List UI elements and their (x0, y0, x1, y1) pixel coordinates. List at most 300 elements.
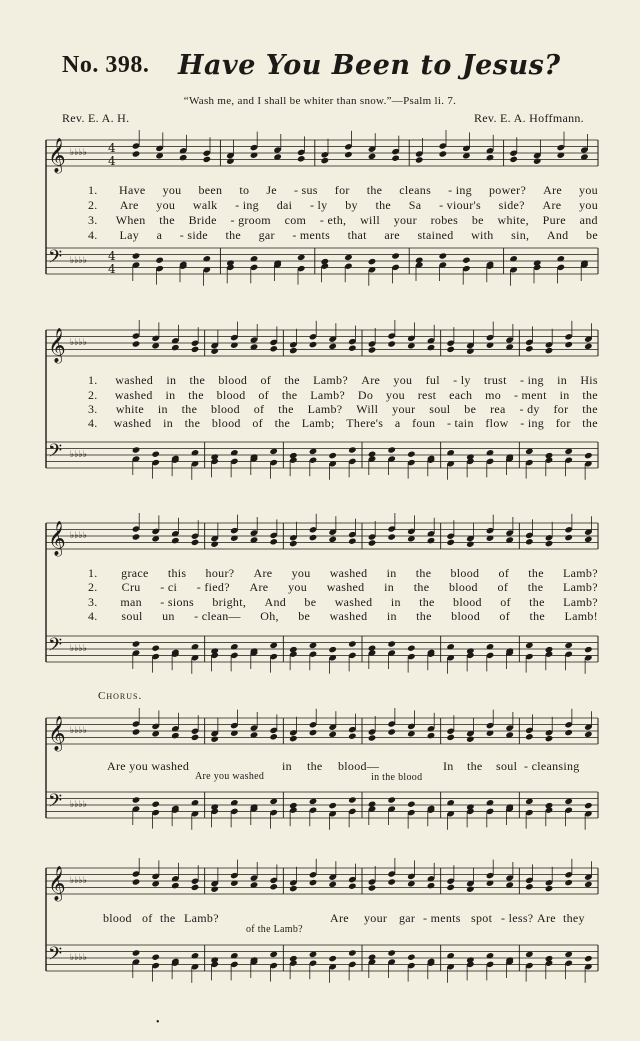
lyric-syllable: trust (483, 373, 507, 387)
lyric-syllable: the (284, 373, 300, 387)
note-head (210, 348, 219, 355)
note-head (151, 645, 160, 652)
note-head (407, 451, 416, 458)
lyric-syllable: for (553, 402, 569, 416)
verse-number: 3. (88, 402, 98, 416)
chorus-lyric: - cleansing (524, 759, 580, 773)
lyric-syllable: - ly (453, 373, 471, 387)
lyric-syllable: rea (490, 402, 506, 416)
lyric-syllable: to (239, 183, 250, 197)
lyric-syllable: blood (449, 580, 478, 594)
time-signature: 4 (108, 262, 116, 276)
lyric-syllable: Are (361, 373, 381, 387)
note-head (466, 886, 475, 893)
lyric-syllable: the (529, 595, 545, 609)
lyric-line-s3-v4 (88, 609, 598, 624)
note-head (348, 446, 357, 453)
note-head (584, 452, 593, 459)
note-head (533, 158, 542, 165)
note-head (269, 883, 278, 890)
note-head (132, 640, 141, 647)
lyric-syllable: blood (211, 416, 241, 430)
lyric-syllable: His (580, 373, 598, 387)
lyric-syllable: - fied? (196, 580, 230, 594)
note-head (171, 537, 180, 544)
lyric-syllable: of (498, 566, 510, 580)
note-head (584, 802, 593, 809)
note-head (466, 541, 475, 548)
note-head (446, 884, 455, 891)
note-head (545, 540, 554, 547)
note-head (348, 640, 357, 647)
lyric-syllable: be (304, 595, 317, 609)
lyric-syllable: And (264, 595, 287, 609)
lyric-syllable: white (115, 402, 145, 416)
note-head (427, 732, 436, 739)
lyric-syllable: - viour's (439, 198, 481, 212)
lyric-syllable: you (162, 183, 182, 197)
note-head (368, 884, 377, 891)
lyric-syllable: your (393, 213, 417, 227)
note-head (509, 156, 518, 163)
lyric-syllable: the (281, 388, 298, 402)
lyric-line-s1-v4 (88, 228, 598, 243)
lyric-syllable: Je (266, 183, 277, 197)
lyric-syllable: un (162, 609, 175, 623)
lyric-syllable: the (366, 183, 383, 197)
note-head (171, 344, 180, 351)
note-head (415, 156, 424, 163)
note-head (387, 640, 396, 647)
chorus-lyric: Lamb? (184, 911, 219, 925)
lyric-syllable: for (555, 416, 571, 430)
lyric-line-s3-v2 (88, 580, 598, 595)
chorus-lyric: In (443, 759, 454, 773)
chorus-lyric: - ments (423, 911, 461, 925)
lyric-syllable: blood (451, 609, 480, 623)
lyric-syllable: the (528, 566, 544, 580)
verse-number: 3. (88, 595, 98, 609)
lyric-syllable: each (449, 388, 473, 402)
lyric-syllable: grace (121, 566, 149, 580)
lyric-syllable: in (557, 373, 568, 387)
lyric-syllable: soul (121, 609, 143, 623)
note-head (132, 446, 141, 453)
lyric-syllable: - ments (292, 228, 331, 242)
note-head (289, 347, 298, 354)
note-head (151, 451, 160, 458)
lyric-line-s2-v2 (88, 388, 598, 403)
verse-number: 4. (88, 228, 98, 242)
note-head (309, 534, 318, 541)
treble-clef-icon: 𝄞 (48, 716, 66, 751)
bass-clef-icon: 𝄢 (48, 441, 63, 466)
lyric-syllable: Lamb? (313, 373, 348, 387)
lyric-line-s2-v1 (88, 373, 598, 388)
lyric-syllable: Lay (119, 228, 140, 242)
lyric-syllable: of (260, 373, 272, 387)
lyric-syllable: - ly (309, 198, 328, 212)
lyric-syllable: you (288, 580, 308, 594)
key-signature-flats: ♭♭♭♭ (70, 450, 87, 460)
lyric-syllable: the (184, 416, 201, 430)
lyric-syllable: Lamb? (563, 580, 598, 594)
lyric-syllable: washed (329, 566, 368, 580)
key-signature-flats: ♭♭♭♭ (70, 338, 87, 348)
note-head (191, 539, 200, 546)
note-head (584, 955, 593, 962)
key-signature-flats: ♭♭♭♭ (70, 953, 87, 963)
lyric-syllable: be (471, 213, 484, 227)
lyric-syllable: the (416, 609, 432, 623)
note-head (151, 954, 160, 961)
lyric-syllable: that (347, 228, 367, 242)
note-head (368, 734, 377, 741)
lyric-syllable: And (546, 228, 569, 242)
note-head (407, 645, 416, 652)
verse-number: 3. (88, 213, 98, 227)
lyric-syllable: you (579, 198, 598, 212)
chorus-lyric: your (364, 911, 388, 925)
note-head (132, 340, 141, 347)
lyric-syllable: in (157, 402, 168, 416)
note-head (191, 734, 200, 741)
note-head (564, 534, 573, 541)
chorus-lyric: they (563, 911, 585, 925)
note-head (545, 347, 554, 354)
lyric-syllable: be (464, 402, 477, 416)
lyric-syllable: and (579, 213, 598, 227)
chorus-lyric: of (142, 911, 153, 925)
treble-clef-icon: 𝄞 (48, 138, 66, 173)
lyric-syllable: the (529, 609, 546, 623)
lyric-syllable: rest (417, 388, 437, 402)
note-head (387, 340, 396, 347)
note-head (584, 731, 593, 738)
lyric-syllable: the (582, 402, 598, 416)
lyric-syllable: the (225, 228, 242, 242)
lyric-syllable: Pure (542, 213, 566, 227)
lyric-syllable: washed (329, 609, 368, 623)
lyric-syllable: - dy (519, 402, 540, 416)
lyric-syllable: flow (485, 416, 509, 430)
note-head (427, 537, 436, 544)
note-head (545, 735, 554, 742)
lyric-syllable: - sions (160, 595, 195, 609)
chorus-lyric: soul (496, 759, 518, 773)
note-head (328, 955, 337, 962)
chorus-bass-lyric: Are you washed (195, 771, 265, 782)
note-head (328, 881, 337, 888)
note-head (545, 885, 554, 892)
time-signature: 4 (108, 249, 116, 263)
lyric-syllable: washed (115, 373, 154, 387)
lyric-syllable: robes (430, 213, 459, 227)
page-mark: • (156, 1017, 160, 1028)
lyric-syllable: blood (450, 566, 480, 580)
lyric-syllable: Lamb? (310, 388, 346, 402)
lyric-syllable: hour? (205, 566, 235, 580)
chorus-lyric: the (467, 759, 483, 773)
note-head (446, 539, 455, 546)
lyric-syllable: - groom (230, 213, 271, 227)
lyric-syllable: - sus (293, 183, 318, 197)
lyric-line-s1-v2 (88, 198, 598, 213)
verse-number: 1. (88, 373, 98, 387)
note-head (151, 801, 160, 808)
note-head (132, 252, 141, 259)
lyric-syllable: washed (114, 388, 153, 402)
lyric-line-s1-v1 (88, 183, 598, 198)
lyric-syllable: Will (356, 402, 379, 416)
bass-clef-icon: 𝄢 (48, 791, 63, 816)
lyric-syllable: the (278, 402, 294, 416)
lyric-syllable: the (415, 566, 432, 580)
lyric-syllable: sin, (511, 228, 530, 242)
note-head (328, 731, 337, 738)
note-head (203, 156, 212, 163)
chorus-lyric: blood (103, 911, 132, 925)
lyric-line-s2-v4 (88, 416, 598, 431)
lyric-syllable: the (189, 373, 206, 387)
verse-number: 4. (88, 609, 98, 623)
lyric-syllable: side? (498, 198, 525, 212)
note-head (269, 733, 278, 740)
note-head (439, 150, 448, 157)
lyric-syllable: bright, (212, 595, 247, 609)
lyric-syllable: - ing (520, 373, 544, 387)
lyric-syllable: washed (113, 416, 152, 430)
lyric-syllable: the (274, 416, 291, 430)
note-head (328, 452, 337, 459)
time-signature: 4 (108, 154, 116, 168)
note-head (564, 879, 573, 886)
note-head (525, 345, 534, 352)
music-credit: Rev. E. A. Hoffmann. (474, 111, 584, 125)
note-head (309, 729, 318, 736)
lyric-syllable: of (500, 595, 511, 609)
lyric-syllable: Oh, (260, 609, 279, 623)
lyric-syllable: dai (276, 198, 293, 212)
lyric-syllable: you (386, 388, 405, 402)
note-head (191, 884, 200, 891)
lyric-syllable: com (284, 213, 307, 227)
treble-clef-icon: 𝄞 (48, 521, 66, 556)
lyric-syllable: Lamb! (564, 609, 598, 623)
lyric-syllable: - eth, (319, 213, 347, 227)
lyric-syllable: are (384, 228, 400, 242)
lyric-syllable: the (582, 416, 598, 430)
note-head (525, 538, 534, 545)
note-head (387, 796, 396, 803)
note-head (328, 343, 337, 350)
note-head (132, 533, 141, 540)
key-signature-flats: ♭♭♭♭ (70, 644, 87, 654)
lyric-syllable: of (497, 580, 509, 594)
note-head (584, 343, 593, 350)
note-head (446, 346, 455, 353)
lyric-syllable: the (582, 388, 598, 402)
lyric-syllable: power? (488, 183, 527, 197)
note-head (368, 153, 377, 160)
lyric-syllable: Lamb? (307, 402, 343, 416)
treble-clef-icon: 𝄞 (48, 866, 66, 901)
note-head (391, 155, 400, 162)
note-head (191, 346, 200, 353)
note-head (387, 949, 396, 956)
lyric-syllable: foun (412, 416, 436, 430)
lyric-syllable: Lamb? (563, 566, 598, 580)
note-head (309, 879, 318, 886)
note-head (466, 736, 475, 743)
note-head (466, 348, 475, 355)
lyric-line-s3-v1 (88, 566, 598, 581)
chorus-lyric: blood— (338, 759, 380, 773)
note-head (344, 151, 353, 158)
chorus-lyric: the (307, 759, 323, 773)
verse-number: 1. (88, 183, 98, 197)
note-head (321, 157, 330, 164)
note-head (348, 733, 357, 740)
lyric-syllable: for (334, 183, 350, 197)
note-head (132, 728, 141, 735)
lyric-syllable: - ci (160, 580, 178, 594)
note-head (564, 341, 573, 348)
lyric-syllable: in (384, 580, 395, 594)
key-signature-flats: ♭♭♭♭ (70, 148, 87, 158)
chorus-lyric: Are (537, 911, 556, 925)
note-head (289, 540, 298, 547)
note-head (564, 729, 573, 736)
note-head (289, 735, 298, 742)
note-head (368, 346, 377, 353)
verse-number: 4. (88, 416, 98, 430)
lyric-syllable: you (393, 373, 413, 387)
note-head (525, 733, 534, 740)
lyric-syllable: - ing (520, 416, 545, 430)
lyric-syllable: white, (497, 213, 529, 227)
note-head (407, 801, 416, 808)
note-head (584, 536, 593, 543)
note-head (210, 736, 219, 743)
lyric-syllable: your (392, 402, 416, 416)
lyric-syllable: in (390, 595, 401, 609)
note-head (132, 150, 141, 157)
lyric-syllable: Are (119, 198, 139, 212)
lyric-syllable: in (165, 388, 176, 402)
lyric-syllable: of (253, 402, 265, 416)
note-head (309, 341, 318, 348)
note-head (132, 949, 141, 956)
bass-clef-icon: 𝄢 (48, 944, 63, 969)
lyric-syllable: be (586, 228, 598, 242)
hymn-number: No. 398. (62, 52, 150, 78)
lyric-line-s2-v3 (88, 402, 598, 417)
note-head (462, 257, 471, 264)
lyric-syllable: this (167, 566, 187, 580)
note-head (269, 538, 278, 545)
note-head (155, 257, 164, 264)
note-head (584, 646, 593, 653)
lyric-syllable: - ing (448, 183, 472, 197)
lyric-syllable: in (163, 416, 174, 430)
note-head (387, 446, 396, 453)
lyric-syllable: Have (119, 183, 146, 197)
lyric-syllable: of (258, 388, 269, 402)
lyric-syllable: be (298, 609, 311, 623)
chorus-lyric: the (160, 911, 176, 925)
lyric-line-s1-v3 (88, 213, 598, 228)
lyric-syllable: washed (334, 595, 373, 609)
lyric-syllable: blood (218, 373, 248, 387)
key-signature-flats: ♭♭♭♭ (70, 256, 87, 266)
epigraph: “Wash me, and I shall be whiter than snow.”—Psalm li. 7. (183, 95, 457, 107)
lyric-syllable: - ing (235, 198, 259, 212)
bass-clef-icon: 𝄢 (48, 635, 63, 660)
lyric-syllable: the (159, 213, 175, 227)
lyric-syllable: in (559, 388, 570, 402)
time-signature: 4 (108, 141, 116, 155)
lyric-syllable: the (419, 595, 435, 609)
note-head (328, 536, 337, 543)
verse-number: 2. (88, 580, 98, 594)
lyric-syllable: Bride (188, 213, 217, 227)
lyric-syllable: the (188, 388, 204, 402)
chorus-lyric: Are you washed (107, 759, 190, 773)
lyric-syllable: a (394, 416, 401, 430)
lyric-syllable: Are (542, 198, 562, 212)
note-head (171, 732, 180, 739)
lyric-syllable: Are (253, 566, 273, 580)
note-head (297, 155, 306, 162)
lyric-syllable: There's (346, 416, 384, 430)
note-head (132, 878, 141, 885)
note-head (328, 646, 337, 653)
lyric-syllable: of (499, 609, 511, 623)
lyric-syllable: the (181, 402, 198, 416)
note-head (328, 802, 337, 809)
note-head (387, 728, 396, 735)
lyric-syllable: Cru (121, 580, 141, 594)
note-head (348, 345, 357, 352)
lyric-syllable: the (375, 198, 392, 212)
chorus-lyric: in (282, 759, 292, 773)
treble-clef-icon: 𝄞 (48, 328, 66, 363)
lyric-syllable: blood (216, 388, 246, 402)
lyric-syllable: - ment (513, 388, 547, 402)
lyric-syllable: by (345, 198, 358, 212)
lyric-syllable: cleans (399, 183, 432, 197)
chorus-bass-lyric: of the Lamb? (246, 924, 303, 935)
lyric-syllable: Sa (408, 198, 422, 212)
lyric-syllable: Are (249, 580, 269, 594)
lyric-syllable: Lamb; (301, 416, 335, 430)
lyric-syllable: soul (429, 402, 451, 416)
key-signature-flats: ♭♭♭♭ (70, 726, 87, 736)
note-head (439, 252, 448, 259)
lyric-syllable: a (156, 228, 163, 242)
lyric-syllable: Do (357, 388, 374, 402)
lyric-syllable: the (413, 580, 430, 594)
note-head (368, 539, 377, 546)
chorus-lyric: gar (399, 911, 416, 925)
lyric-syllable: in (386, 609, 397, 623)
lyric-syllable: - clean— (194, 609, 241, 623)
lyric-syllable: Lamb? (563, 595, 598, 609)
verse-number: 2. (88, 388, 98, 402)
lyric-syllable: been (198, 183, 223, 197)
lyric-syllable: gar (258, 228, 275, 242)
